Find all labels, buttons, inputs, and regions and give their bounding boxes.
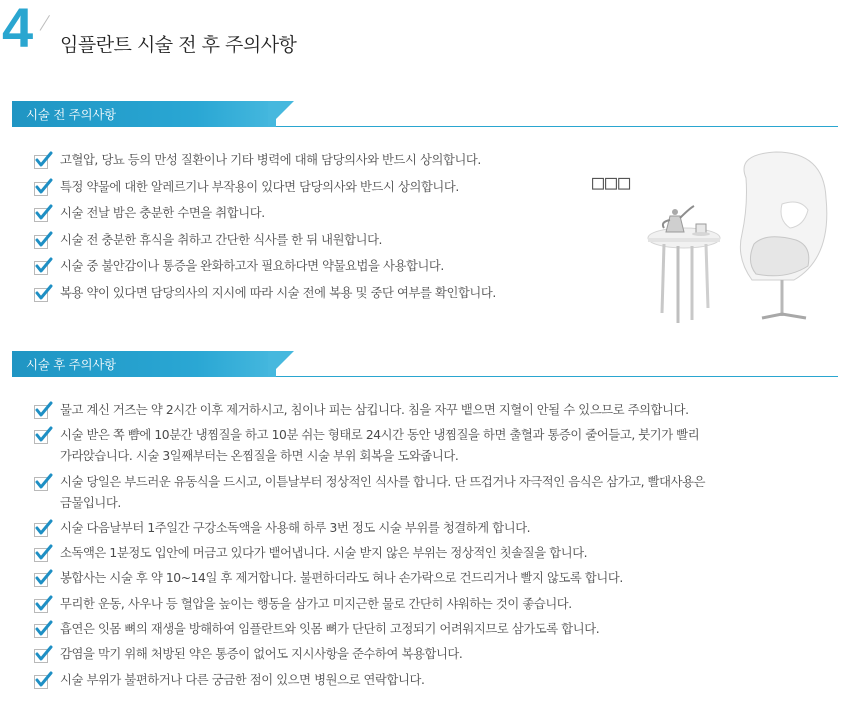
checkmark-icon <box>34 285 52 301</box>
before-care-list <box>34 150 496 309</box>
list-item <box>34 644 705 665</box>
checkmark-icon <box>34 520 52 536</box>
list-item-text-continued: 가라앉습니다. 시술 3일째부터는 온찜질을 하면 시술 부위 회복을 도와줍니다. <box>60 449 459 464</box>
checkmark-icon <box>34 179 52 195</box>
list-item <box>34 670 705 691</box>
list-item-text: 시술 다음날부터 1주일간 구강소독액을 사용해 하루 3번 정도 시술 부위를 청결하게 합니다. <box>60 520 531 535</box>
list-item-text: 소독액은 1분정도 입안에 머금고 있다가 뱉어냅니다. 시술 받지 않은 부위는 정상적인 칫솔질을 합니다. <box>60 546 588 561</box>
list-item <box>34 203 496 230</box>
list-item-text: 시술 중 불안감이나 통증을 완화하고자 필요하다면 약물요법을 사용합니다. <box>60 259 444 273</box>
list-item <box>34 283 496 310</box>
section-label: 시술 후 주의사항 <box>26 357 116 372</box>
list-item <box>34 230 496 257</box>
list-item <box>34 150 496 177</box>
checkmark-icon <box>34 258 52 274</box>
page-title: 임플란트 시술 전 후 주의사항 <box>60 34 297 56</box>
list-item-text: 감염을 막기 위해 처방된 약은 통증이 없어도 지시사항을 준수하여 복용합니다. <box>60 647 463 662</box>
list-item-text: 봉합사는 시술 후 약 10~14일 후 제거합니다. 불편하더라도 혀나 손가락으로 건드리거나 빨지 않도록 합니다. <box>60 571 623 586</box>
list-item <box>34 543 705 564</box>
section-header-before <box>12 101 838 127</box>
list-item-text-continued: 금물입니다. <box>60 495 121 510</box>
title-divider <box>40 15 50 31</box>
list-item <box>34 400 705 421</box>
section-label: 시술 전 주의사항 <box>26 107 116 122</box>
list-item-text: 시술 받은 쪽 뺨에 10분간 냉찜질을 하고 10분 쉬는 형태로 24시간 동안 냉찜질을 하면 출혈과 통증이 줄어들고, 붓기가 빨리 <box>60 428 700 443</box>
list-item <box>34 518 705 539</box>
checkmark-icon <box>34 672 52 688</box>
chair-table-illustration <box>586 148 838 328</box>
section-header-after <box>12 351 838 377</box>
list-item <box>34 472 705 514</box>
checkmark-icon <box>34 205 52 221</box>
checkmark-icon <box>34 474 52 490</box>
checkmark-icon <box>34 152 52 168</box>
section-number: 4 <box>2 0 32 59</box>
illustration-caption: □□□ <box>592 170 632 194</box>
list-item-text: 무리한 운동, 사우나 등 혈압을 높이는 행동을 삼가고 미지근한 물로 간단히 샤워하는 것이 좋습니다. <box>60 596 572 611</box>
after-care-list <box>34 400 705 695</box>
list-item-text: 흡연은 잇몸 뼈의 재생을 방해하여 임플란트와 잇몸 뼈가 단단히 고정되기 어려워지므로 삼가도록 합니다. <box>60 622 600 637</box>
list-item <box>34 594 705 615</box>
list-item-text: 시술 전 충분한 휴식을 취하고 간단한 식사를 한 뒤 내원합니다. <box>60 232 383 247</box>
list-item-text: 물고 계신 거즈는 약 2시간 이후 제거하시고, 침이나 피는 삼킵니다. 침을 자꾸 뱉으면 지혈이 안될 수 있으므로 주의합니다. <box>60 403 689 417</box>
list-item <box>34 568 705 589</box>
list-item <box>34 425 705 467</box>
list-item <box>34 619 705 640</box>
list-item-text: 복용 약이 있다면 담당의사의 지시에 따라 시술 전에 복용 및 중단 여부를 확인합니다. <box>60 285 496 300</box>
checkmark-icon <box>34 646 52 662</box>
list-item-text: 시술 당일은 부드러운 유동식을 드시고, 이튿날부터 정상적인 식사를 합니다. 단 뜨겁거나 자극적인 음식은 삼가고, 빨대사용은 <box>60 474 706 489</box>
list-item-text: 고혈압, 당뇨 등의 만성 질환이나 기타 병력에 대해 담당의사와 반드시 상의합니다. <box>60 153 481 167</box>
checkmark-icon <box>34 402 52 418</box>
checkmark-icon <box>34 545 52 561</box>
checkmark-icon <box>34 570 52 586</box>
list-item-text: 시술 부위가 불편하거나 다른 궁금한 점이 있으면 병원으로 연락합니다. <box>60 672 425 687</box>
list-item-text: 특정 약물에 대한 알레르기나 부작용이 있다면 담당의사와 반드시 상의합니다. <box>60 179 459 194</box>
list-item <box>34 177 496 204</box>
list-item-text: 시술 전날 밤은 충분한 수면을 취합니다. <box>60 206 265 220</box>
checkmark-icon <box>34 596 52 612</box>
page-header <box>0 0 842 64</box>
checkmark-icon <box>34 621 52 637</box>
checkmark-icon <box>34 427 52 443</box>
list-item <box>34 256 496 283</box>
checkmark-icon <box>34 232 52 248</box>
